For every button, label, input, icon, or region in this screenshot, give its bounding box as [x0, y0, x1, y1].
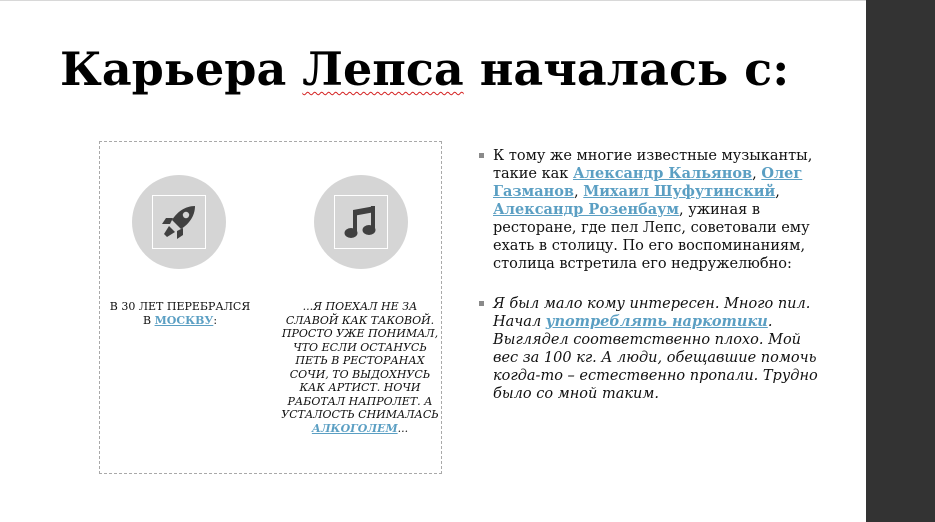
bullet-text: ,: [752, 166, 762, 182]
smartart-caption-quote[interactable]: [281, 300, 439, 435]
slide-title[interactable]: [60, 41, 789, 97]
bullet-text: . Выглядел соответственно плохо. Мой вес за 100 кг. А люди, обещавшие помочь когда-то – естественно пропали. Трудно было со мной таким.: [493, 314, 818, 402]
bullet-text: Я был мало кому интересен. Много пил. Начал: [493, 296, 811, 330]
bullet-link[interactable]: Михаил Шуфутинский: [583, 183, 776, 200]
bullet-marker-icon: [479, 153, 484, 158]
caption-text-end: ...: [397, 421, 409, 435]
bullet-link[interactable]: употреблять наркотики: [545, 313, 768, 330]
rocket-icon-frame: [152, 195, 206, 249]
bullet-text: ,: [574, 184, 584, 200]
caption-text: В 30 ЛЕТ ПЕРЕБРАЛСЯ В: [109, 300, 251, 327]
bullet-item[interactable]: [479, 147, 819, 273]
moscow-link[interactable]: МОСКВУ: [154, 313, 214, 327]
caption-text-end: :: [213, 313, 218, 327]
music-note-icon: [339, 200, 383, 244]
title-text-after: началась с:: [463, 42, 790, 96]
bullet-text: ,: [775, 184, 780, 200]
bullet-text: К тому же многие известные музыканты, такие как: [493, 148, 813, 182]
caption-text: ...Я ПОЕХАЛ НЕ ЗА СЛАВОЙ КАК ТАКОВОЙ. ПРОСТО УЖЕ ПОНИМАЛ, ЧТО ЕСЛИ ОСТАНУСЬ ПЕТЬ В РЕСТОРАНАХ СОЧИ, ТО ВЫДОХНУСЬ КАК АРТИСТ. НОЧИ РАБОТАЛ НАПРОЛЕТ. А УСТАЛОСТЬ СНИМАЛАСЬ: [281, 300, 439, 421]
bullet-list[interactable]: [479, 147, 819, 403]
alcohol-link[interactable]: АЛКОГОЛЕМ: [311, 421, 398, 435]
bullet-item[interactable]: [479, 295, 819, 403]
bullet-marker-icon: [479, 301, 484, 306]
rocket-icon-circle[interactable]: [132, 175, 226, 269]
bullet-text: , ужиная в ресторане, где пел Лепс, советовали ему ехать в столицу. По его воспоминаниям, столица встретила его недружелюбно:: [493, 202, 810, 272]
bullet-link[interactable]: Александр Кальянов: [572, 165, 753, 182]
bullet-link[interactable]: Александр Розенбаум: [493, 201, 680, 218]
bullet-link[interactable]: Олег Газманов: [493, 165, 803, 200]
smartart-caption-moscow[interactable]: [105, 300, 255, 327]
rocket-icon: [157, 200, 201, 244]
music-icon-frame: [334, 195, 388, 249]
smartart-picture-list[interactable]: [99, 141, 442, 474]
music-icon-circle[interactable]: [314, 175, 408, 269]
editor-side-panel: [866, 0, 935, 522]
title-misspelled-word[interactable]: Лепса: [302, 42, 464, 96]
title-text-before: Карьера: [60, 42, 303, 96]
